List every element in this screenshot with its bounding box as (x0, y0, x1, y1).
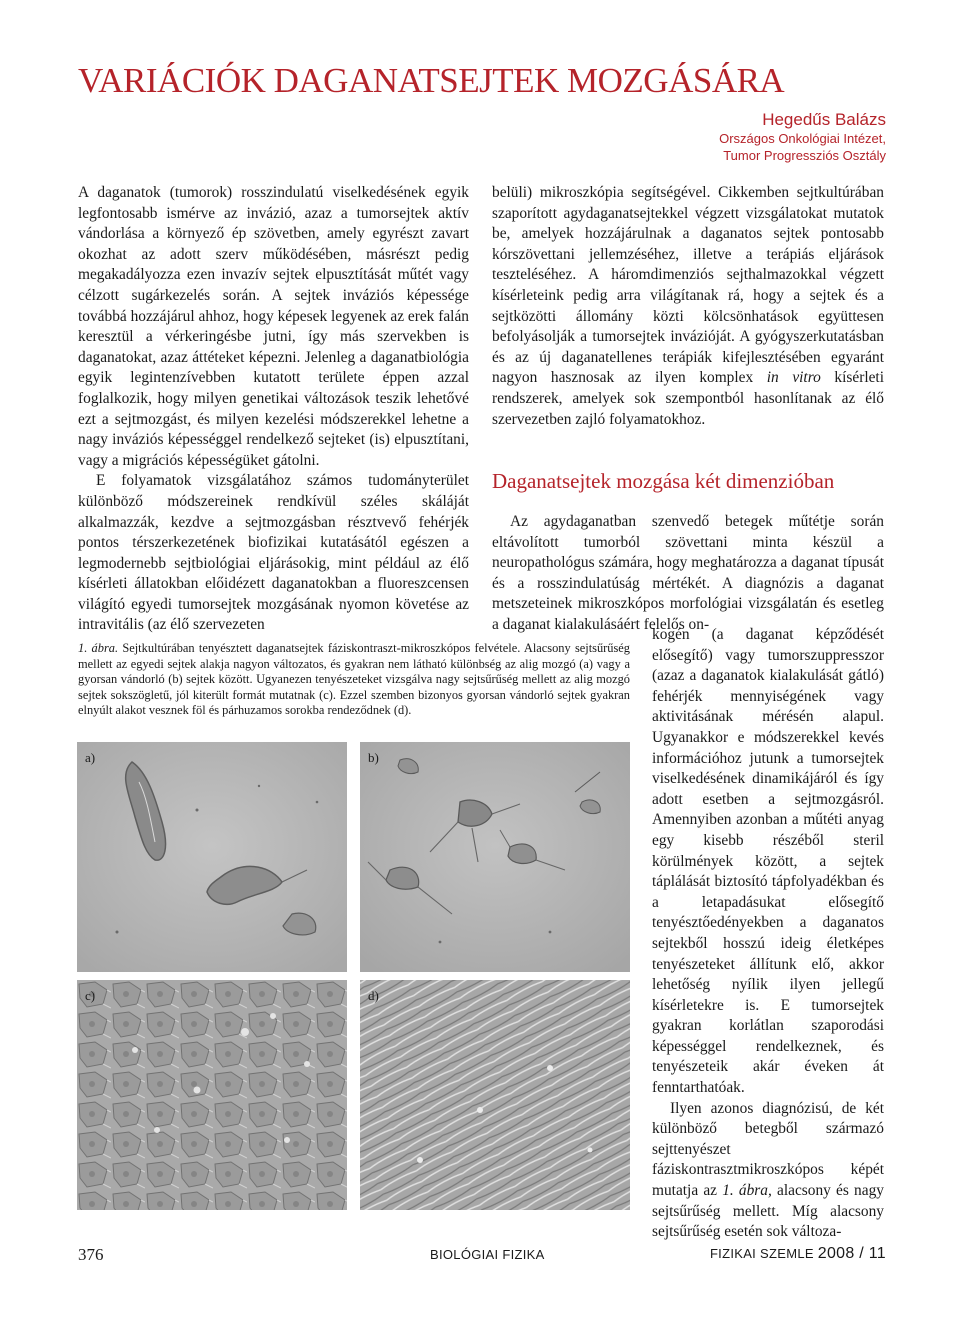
left-column (78, 183, 469, 636)
footer-journal (710, 1245, 886, 1263)
panel-label-d: d) (368, 988, 379, 1003)
author-affiliation-line-2: Tumor Progressziós Osztály (723, 148, 886, 163)
article-title: VARIÁCIÓK DAGANATSEJTEK MOZGÁSÁRA (78, 61, 785, 100)
right-paragraph-2-wrap: kogén (a daganat képződését elősegítő) vagy tumorszuppresszor (azaz a daganatok kialakulását gátló) fehérjék mennyiségének vagy aktivitásának mérésén alapul. Ugyanakkor e módszerekkel kevés információhoz jutunk a tumorsejtek viselkedésének dinamikájáról és így adott esetben a sejtmozgásról. Amennyiben azonban a műtéti anyag egy kisebb részéből steril körülmények között, a sejtek táplálását biztosító tápfolyadékban és a letapadásukat elősegítő tenyésztőedényekben a daganatos sejtekből hosszú ideig életképes tenyészeteket állítunk elő, akkor lehetőség nyílik ilyen jellegű kísérletekre is. E tumorsejtek gyakran korlátlan szaporodási képességgel rendelkeznek, és tenyészeteik akár éveken át fenntarthatóak. (652, 626, 884, 1097)
right-paragraph-2-top: Az agydaganatban szenvedő betegek műtétje során eltávolított tumorból szövettani minta készül a neuropathológus számára, hogy meghatározza a daganat típusát és a rosszindulatúság mértékét. A diagnózis a daganat metszeteinek mikroszkópos morfológiai vizsgálatán és esetleg a daganat kialakulásáért felelős on- (492, 513, 884, 633)
figure-caption (78, 641, 630, 719)
section-title: Daganatsejtek mozgása két dimenzióban (492, 469, 835, 493)
right-paragraph-1 (492, 183, 884, 430)
right-paragraph-3 (652, 1099, 884, 1243)
right-column-intro (492, 183, 884, 430)
journal-name: FIZIKAI SZEMLE (709, 1246, 814, 1261)
left-paragraph-1: A daganatok (tumorok) rosszindulatú viselkedésének egyik legfontosabb ismérve az invázió, azaz a tumorsejtek aktív vándorlása a környező ép szövetben, amely egyrészt zavart okozhat az adott szerv működésében, másrészt pedig megakadályozza ezen invazív sejtek elpusztítását műtét vagy célzott sugárkezelés során. A sejtek inváziós képessége továbbá hozzájárul ahhoz, hogy képesek legyenek az erek falán keresztül a vérkeringésbe jutni, így más szervekben is daganatokat, azaz áttéteket képezni. Jelenleg a daganatbiológia egyik legintenzívebben kutatott területe éppen azzal foglalkozik, hogy milyen genetikai változások teszik lehetővé ezt a sejtmozgást, és milyen kezelési módszerekkel lehetne a nagy inváziós képességgel rendelkező sejteket (is) elpusztítani, vagy a migrációs képességüket gátolni. (78, 184, 469, 469)
panel-label-a: a) (85, 750, 96, 765)
footer-section: BIOLÓGIAI FIZIKA (430, 1247, 545, 1262)
figure-caption-label: 1. ábra. (78, 641, 119, 655)
author-name: Hegedűs Balázs (762, 110, 886, 129)
micrograph-c-image (77, 980, 347, 1210)
right-column-section-start (492, 512, 884, 636)
micrograph-panel-a (77, 742, 347, 972)
page-number: 376 (78, 1245, 104, 1264)
author-block (719, 110, 886, 164)
micrograph-panel-b (360, 742, 630, 972)
micrograph-a-image (77, 742, 347, 972)
author-affiliation-line-1: Országos Onkológiai Intézet, (719, 131, 886, 146)
right-paragraph-1-part-a: belüli) mikroszkópia segítségével. Cikkemben sejtkultúrában szaporított agydaganatsejtekkel végzett vizsgálatokat mutatok be, amelyek hozzájárulnak a daganatos sejtek pontosabb kórszövettani jellemzéséhez, illetve a terápiás eljárások teszteléséhez. A háromdimenziós sejthalmazokkal végzett kísérleteink pedig arra világítanak rá, hogy a sejtek és a sejtközötti állomány közti kölcsönhatások együttesen befolyásolják a tumorsejtek invázióját. A gyógyszerkutatásban és az új daganatellenes terápiák kifejlesztésében egyaránt nagyon hasznosak az ilyen komplex (492, 184, 884, 387)
right-paragraph-3-part-a: Ilyen azonos diagnózisú, de két különböző betegből származó sejttenyészet fáziskontrasztmikroszkópos képét mutatja az (652, 1099, 884, 1200)
right-column-narrow (652, 625, 884, 1243)
journal-issue: 2008 / 11 (817, 1245, 886, 1262)
panel-label-b: b) (368, 750, 379, 765)
right-paragraph-3-part-b: alacsony és nagy sejtsűrűség mellett. Míg alacsony sejtsűrűség esetén sok változa- (652, 1182, 884, 1241)
micrograph-panel-d (360, 980, 630, 1210)
micrograph-d-image (360, 980, 630, 1210)
figure-reference: 1. ábra, (722, 1182, 772, 1200)
panel-label-c: c) (85, 988, 96, 1003)
right-paragraph-1-part-b: kísérleti rendszerek, amelyek sok szempontból hasonlítanak az élő szervezetben zajló folyamatokhoz. (492, 369, 884, 428)
left-paragraph-2: E folyamatok vizsgálatához számos tudományterület különböző módszereinek rendkívül széles skáláját alkalmazzák, kezdve a sejtmozgásban résztvevő fehérjék pontos térszerkezetének biofizikai kutatásától egészen a legmodernebb sejtbiológiai eljárásokig, mint például az élő kísérleti állatokban előidézett daganatokban a fluoreszcensen világító egyedi tumorsejtek mozgásának nyomon követése az intravitális (az élő szervezeten (78, 472, 469, 634)
figure-caption-text: Sejtkultúrában tenyésztett daganatsejtek fáziskontraszt-mikroszkópos felvétele. Alacsony sejtsűrűség mellett az egyedi sejtek alakja nagyon változatos, és gyakran nem látható különbség az alig mozgó (a) vagy a gyorsan vándorló (b) sejtek között. Ugyanezen tenyészeteket vizsgálva nagy sejtsűrűség mellett az alig mozgó sejtek sokszögletű, jól kiterült formát mutatnak (c). Ezzel szemben bizonyos gyorsan vándorló sejtek gyakran elnyúlt alakot vesznek föl és párhuzamos sorokba rendeződnek (d). (78, 641, 630, 718)
micrograph-panel-c (77, 980, 347, 1210)
in-vitro-term: in vitro (766, 369, 821, 387)
micrograph-b-image (360, 742, 630, 972)
